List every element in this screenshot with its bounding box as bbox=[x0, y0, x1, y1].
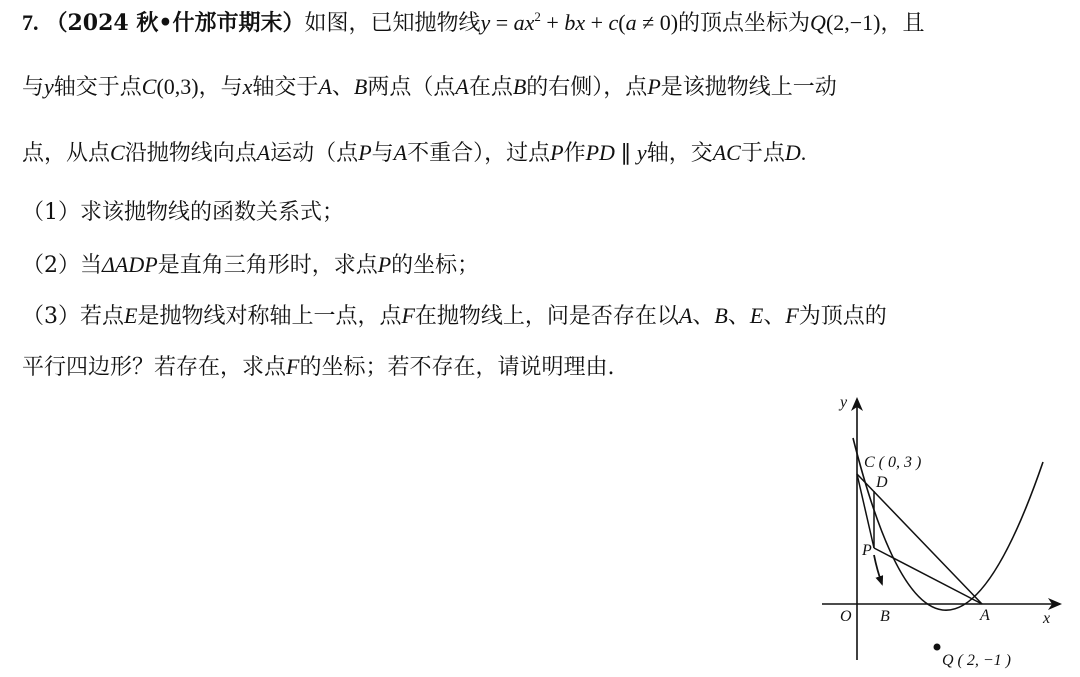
origin-label: O bbox=[840, 608, 852, 625]
line2-text-d: 轴交于 bbox=[252, 75, 319, 100]
part-2-point-p: P bbox=[377, 252, 392, 277]
figure-svg bbox=[810, 385, 1080, 677]
parabola-figure bbox=[810, 385, 1080, 677]
part-3-sep-3: 、 bbox=[763, 304, 786, 329]
point-q-label: Q ( 2, −1 ) bbox=[942, 652, 1012, 669]
line3-point-c: C bbox=[110, 140, 125, 165]
part-3-text-c: 在抛物线上，问是否存在以 bbox=[414, 304, 679, 329]
part-3-text-b: 是抛物线对称轴上一点，点 bbox=[137, 304, 402, 329]
part-2 bbox=[22, 250, 479, 281]
part-3-point-f: F bbox=[401, 303, 415, 328]
line3-text-h: 于点 bbox=[740, 141, 785, 166]
part-3-point-f-3: F bbox=[286, 354, 300, 379]
line2-text-i: 是该抛物线上一动 bbox=[660, 75, 837, 100]
problem-source: （2024 秋•什邡市期末） bbox=[45, 10, 305, 36]
problem-line-1 bbox=[22, 8, 925, 39]
line3-parallel: ∥ bbox=[614, 140, 637, 165]
eq-square: 2 bbox=[534, 9, 541, 24]
eq-equals: = bbox=[490, 10, 514, 35]
line3-period: . bbox=[800, 140, 807, 165]
line2-point-a-2: A bbox=[455, 74, 469, 99]
part-3-point-f-2: F bbox=[785, 303, 799, 328]
line3-text-f: 作 bbox=[563, 141, 586, 166]
line3-point-a-2: A bbox=[393, 140, 408, 165]
eq-ax: ax bbox=[513, 10, 535, 35]
line3-text-g: 轴，交 bbox=[646, 141, 713, 166]
line2-text-b: 轴交于点 bbox=[53, 75, 142, 100]
problem-line-2 bbox=[22, 72, 837, 103]
eq-c: c bbox=[608, 10, 619, 35]
point-a-label: A bbox=[980, 607, 990, 624]
line2-point-b-2: B bbox=[512, 74, 527, 99]
line2-point-b: B bbox=[353, 74, 368, 99]
part-3-text-d: 为顶点的 bbox=[798, 304, 887, 329]
eq-plus: + bbox=[540, 10, 565, 35]
line3-text-c: 运动（点 bbox=[270, 141, 359, 166]
eq-cond-ne: ≠ 0) bbox=[636, 10, 679, 35]
line2-text-e: 、 bbox=[331, 75, 354, 100]
line3-point-p: P bbox=[358, 140, 372, 165]
axis-y-label: y bbox=[840, 394, 848, 411]
line2-text-a: 与 bbox=[22, 75, 45, 100]
part-1-text: （1）求该抛物线的函数关系式； bbox=[22, 200, 344, 225]
part-1 bbox=[22, 198, 344, 228]
point-c-label: C ( 0, 3 ) bbox=[864, 454, 922, 471]
line2-point-c: C bbox=[141, 74, 157, 99]
part-2-text-b: 是直角三角形时，求点 bbox=[157, 253, 378, 278]
part-3-text-a: （3）若点 bbox=[22, 304, 124, 329]
part-3-sep-2: 、 bbox=[727, 304, 750, 329]
line3-point-d: D bbox=[784, 140, 801, 165]
eq-plus-2: + bbox=[585, 10, 609, 35]
intro-text-3: ，且 bbox=[880, 11, 925, 36]
line2-point-p: P bbox=[647, 74, 661, 99]
vertex-q-dot bbox=[934, 644, 941, 651]
segment-pa bbox=[874, 548, 982, 604]
eq-y: y bbox=[480, 10, 491, 35]
part-3-point-b: B bbox=[714, 303, 728, 328]
line2-y: y bbox=[44, 74, 54, 99]
eq-cond-a: a bbox=[625, 10, 637, 35]
part-3-point-e: E bbox=[124, 303, 138, 328]
eq-bx: bx bbox=[564, 10, 586, 35]
part-3-continued bbox=[22, 352, 614, 383]
part-3-point-e-2: E bbox=[749, 303, 764, 328]
line3-text-b: 沿抛物线向点 bbox=[124, 141, 257, 166]
part-3-point-a: A bbox=[678, 303, 693, 328]
line2-text-c: ，与 bbox=[198, 75, 243, 100]
line2-text-g: 在点 bbox=[468, 75, 513, 100]
line3-text-d: 与 bbox=[371, 141, 394, 166]
line3-segment-pd: PD bbox=[585, 140, 615, 165]
line3-point-p-2: P bbox=[550, 140, 564, 165]
part-3-line2-text-b: 的坐标；若不存在，请说明理由. bbox=[299, 355, 615, 380]
part-2-triangle: ΔADP bbox=[102, 252, 158, 277]
line3-y: y bbox=[636, 140, 647, 165]
line3-segment-ac: AC bbox=[712, 140, 741, 165]
intro-text: 如图，已知抛物线 bbox=[304, 11, 481, 36]
line3-point-a: A bbox=[256, 140, 271, 165]
problem-number: 7. bbox=[22, 10, 39, 35]
eq-cond-open: ( bbox=[618, 10, 626, 35]
problem-line-3 bbox=[22, 138, 806, 169]
vertex-letter: Q bbox=[810, 10, 826, 35]
line2-c-coords: (0,3) bbox=[156, 74, 199, 99]
point-d-label: D bbox=[876, 474, 888, 491]
line2-text-f: 两点（点 bbox=[367, 75, 456, 100]
vertex-coords: (2,−1) bbox=[825, 10, 881, 35]
point-p-label: P bbox=[862, 542, 872, 559]
line3-text-e: 不重合），过点 bbox=[407, 141, 551, 166]
part-3-sep-1: 、 bbox=[692, 304, 715, 329]
part-2-text-a: （2）当 bbox=[22, 253, 102, 278]
line3-text-a: 点，从点 bbox=[22, 141, 111, 166]
axis-x-label: x bbox=[1043, 610, 1051, 627]
line2-text-h: 的右侧），点 bbox=[526, 75, 648, 100]
segment-ac bbox=[857, 474, 982, 604]
part-2-text-c: 的坐标； bbox=[391, 253, 480, 278]
point-b-label: B bbox=[880, 608, 890, 625]
line2-point-a: A bbox=[318, 74, 332, 99]
line2-x: x bbox=[242, 74, 253, 99]
motion-arrow-icon bbox=[874, 555, 882, 584]
part-3 bbox=[22, 301, 887, 332]
part-3-line2-text-a: 平行四边形？若存在，求点 bbox=[22, 355, 287, 380]
intro-text-2: 的顶点坐标为 bbox=[678, 11, 811, 36]
